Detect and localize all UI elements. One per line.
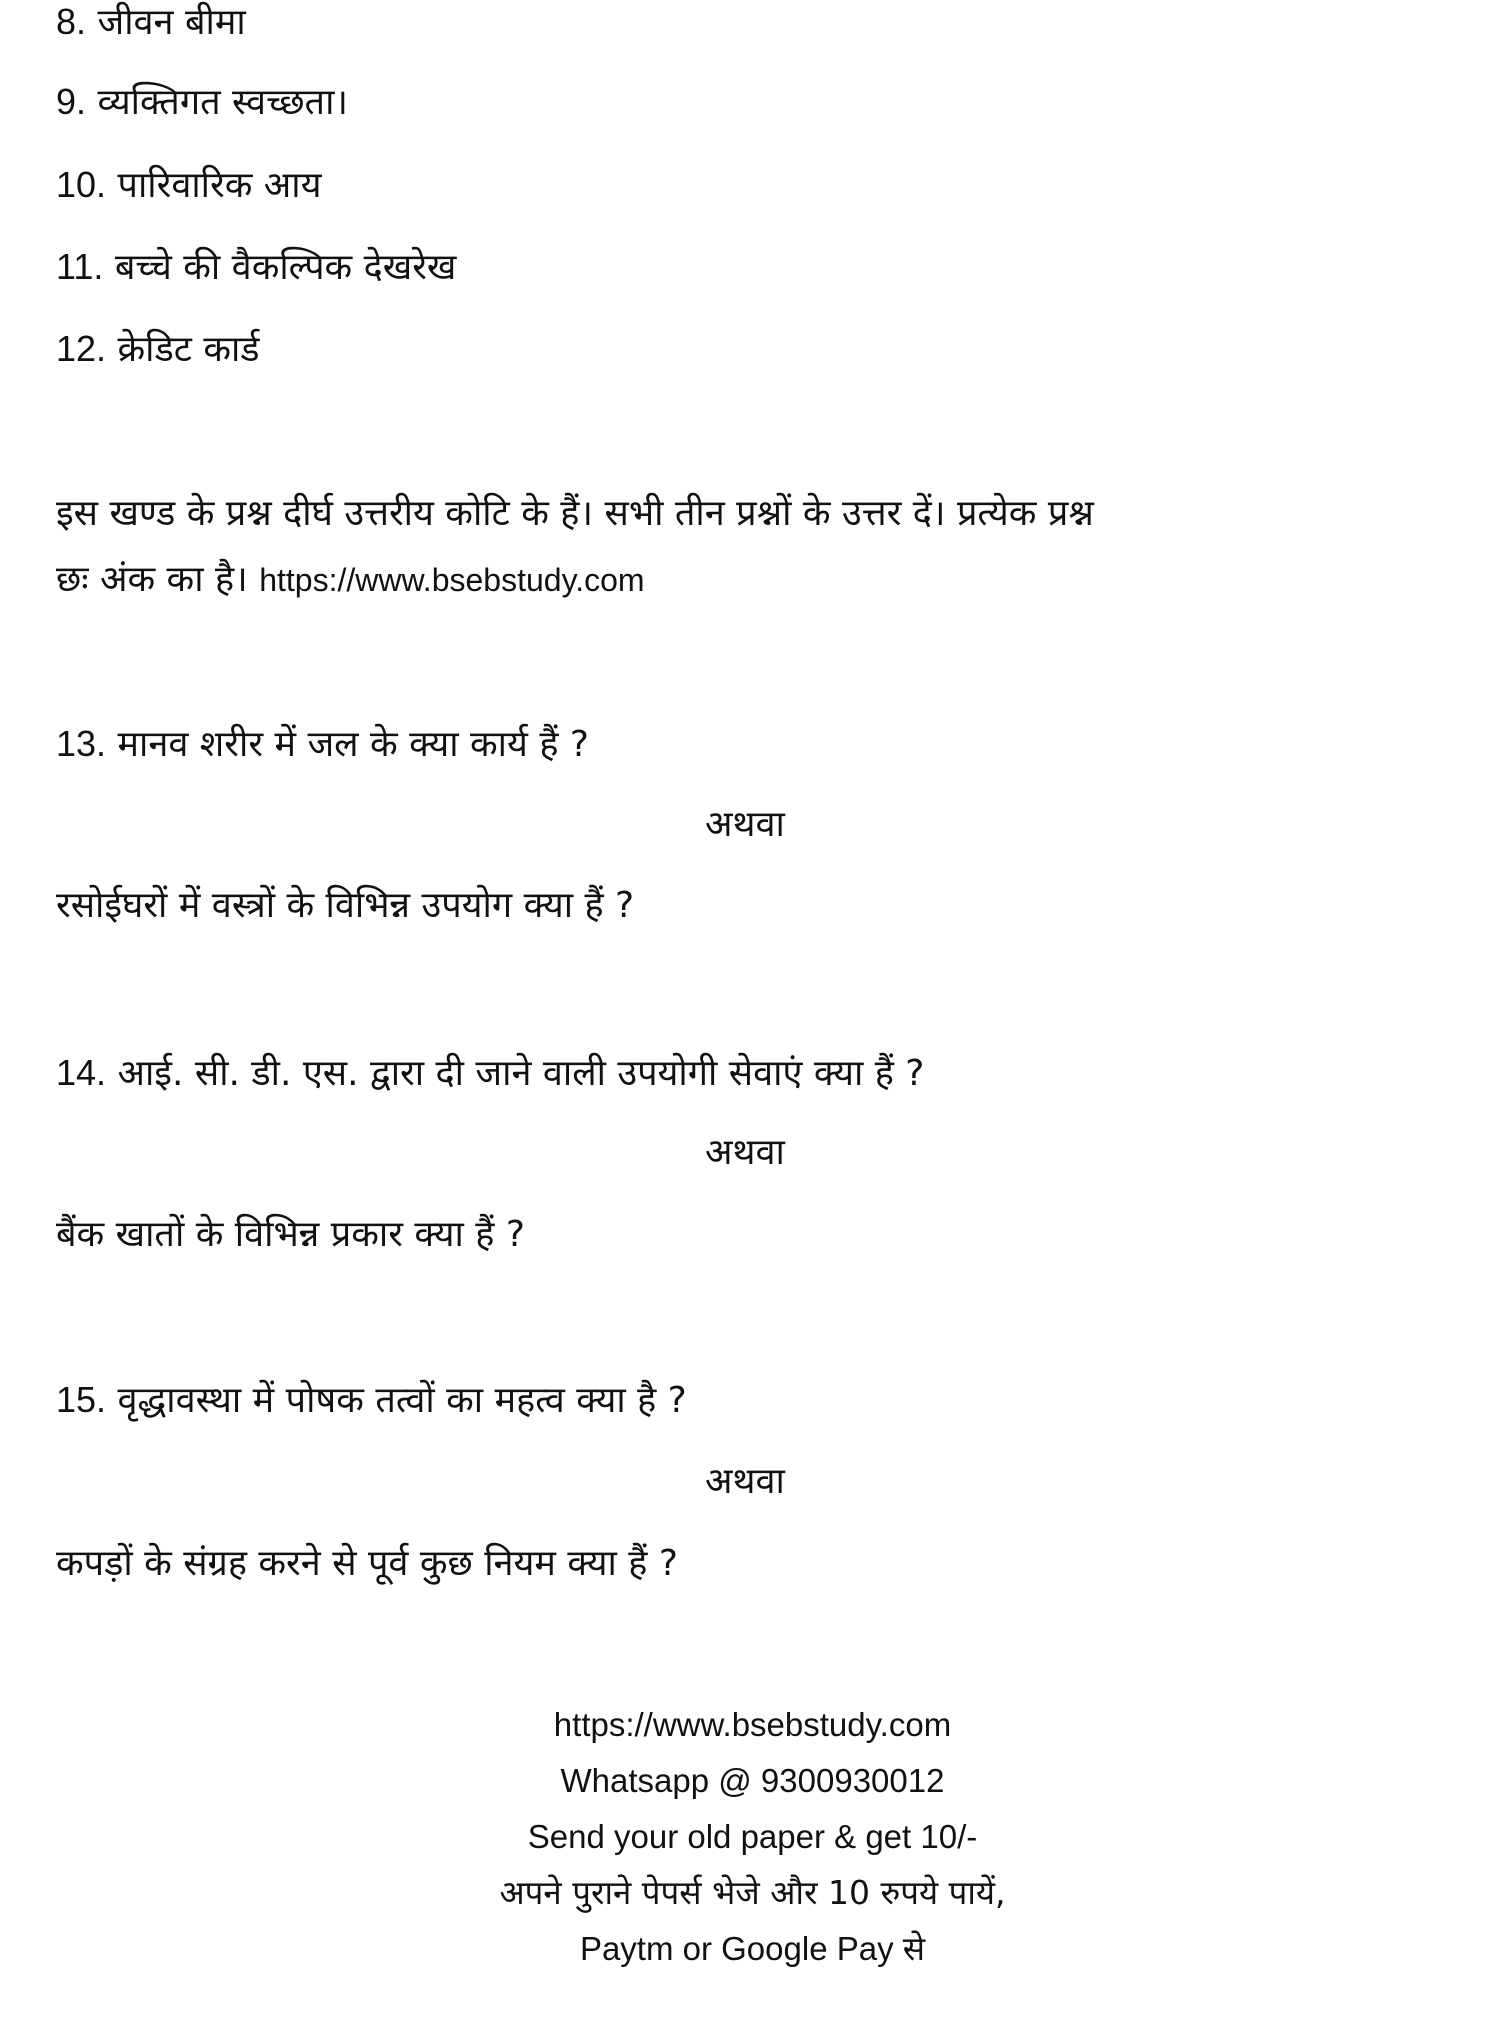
section-instruction-line2 xyxy=(56,558,1456,602)
footer-offer-hindi: अपने पुराने पेपर्स भेजे और 10 रुपये पायें, xyxy=(499,1873,1006,1912)
footer-whatsapp: Whatsapp @ 9300930012 xyxy=(560,1762,945,1799)
question-number: 13. xyxy=(56,723,107,764)
item-text: बच्चे की वैकल्पिक देखरेख xyxy=(114,247,457,288)
question-14-alternative: बैंक खातों के विभिन्न प्रकार क्या हैं ? xyxy=(56,1214,525,1255)
list-item xyxy=(56,163,321,208)
instruction-text: छः अंक का है। xyxy=(56,559,248,600)
question-14 xyxy=(56,1051,924,1096)
footer-url[interactable]: https://www.bsebstudy.com xyxy=(553,1706,952,1743)
footer-offer-english: Send your old paper & get 10/- xyxy=(527,1818,978,1855)
question-text: वृद्धावस्था में पोषक तत्वों का महत्व क्या है ? xyxy=(117,1380,687,1421)
section-instruction-line1: इस खण्ड के प्रश्न दीर्घ उत्तरीय कोटि के हैं। सभी तीन प्रश्नों के उत्तर दें। प्रत्येक प्रश्न xyxy=(56,493,1094,534)
item-number: 11. xyxy=(56,246,104,287)
item-text: जीवन बीमा xyxy=(97,2,246,43)
list-item xyxy=(56,245,456,290)
website-link[interactable]: https://www.bsebstudy.com xyxy=(259,562,645,598)
item-text: व्यक्तिगत स्वच्छता। xyxy=(97,82,349,123)
question-15-alternative: कपड़ों के संग्रह करने से पूर्व कुछ नियम क्या हैं ? xyxy=(56,1543,678,1584)
list-item xyxy=(56,80,348,125)
question-number: 14. xyxy=(56,1052,107,1093)
footer-payment: Paytm or Google Pay से xyxy=(579,1930,926,1967)
question-13 xyxy=(56,722,589,767)
item-number: 10. xyxy=(56,164,107,205)
question-text: मानव शरीर में जल के क्या कार्य हैं ? xyxy=(117,724,589,765)
item-number: 9. xyxy=(56,81,87,122)
item-text: पारिवारिक आय xyxy=(117,165,322,206)
or-separator: अथवा xyxy=(705,1461,785,1502)
or-separator: अथवा xyxy=(705,1132,785,1173)
question-15 xyxy=(56,1378,687,1423)
or-separator: अथवा xyxy=(705,804,785,845)
question-text: आई. सी. डी. एस. द्वारा दी जाने वाली उपयोगी सेवाएं क्या हैं ? xyxy=(117,1053,925,1094)
item-number: 8. xyxy=(56,1,87,42)
question-13-alternative: रसोईघरों में वस्त्रों के विभिन्न उपयोग क्या हैं ? xyxy=(56,885,635,926)
item-number: 12. xyxy=(56,328,107,369)
list-item xyxy=(56,327,260,372)
question-number: 15. xyxy=(56,1379,107,1420)
item-text: क्रेडिट कार्ड xyxy=(117,329,260,370)
list-item xyxy=(56,0,246,45)
